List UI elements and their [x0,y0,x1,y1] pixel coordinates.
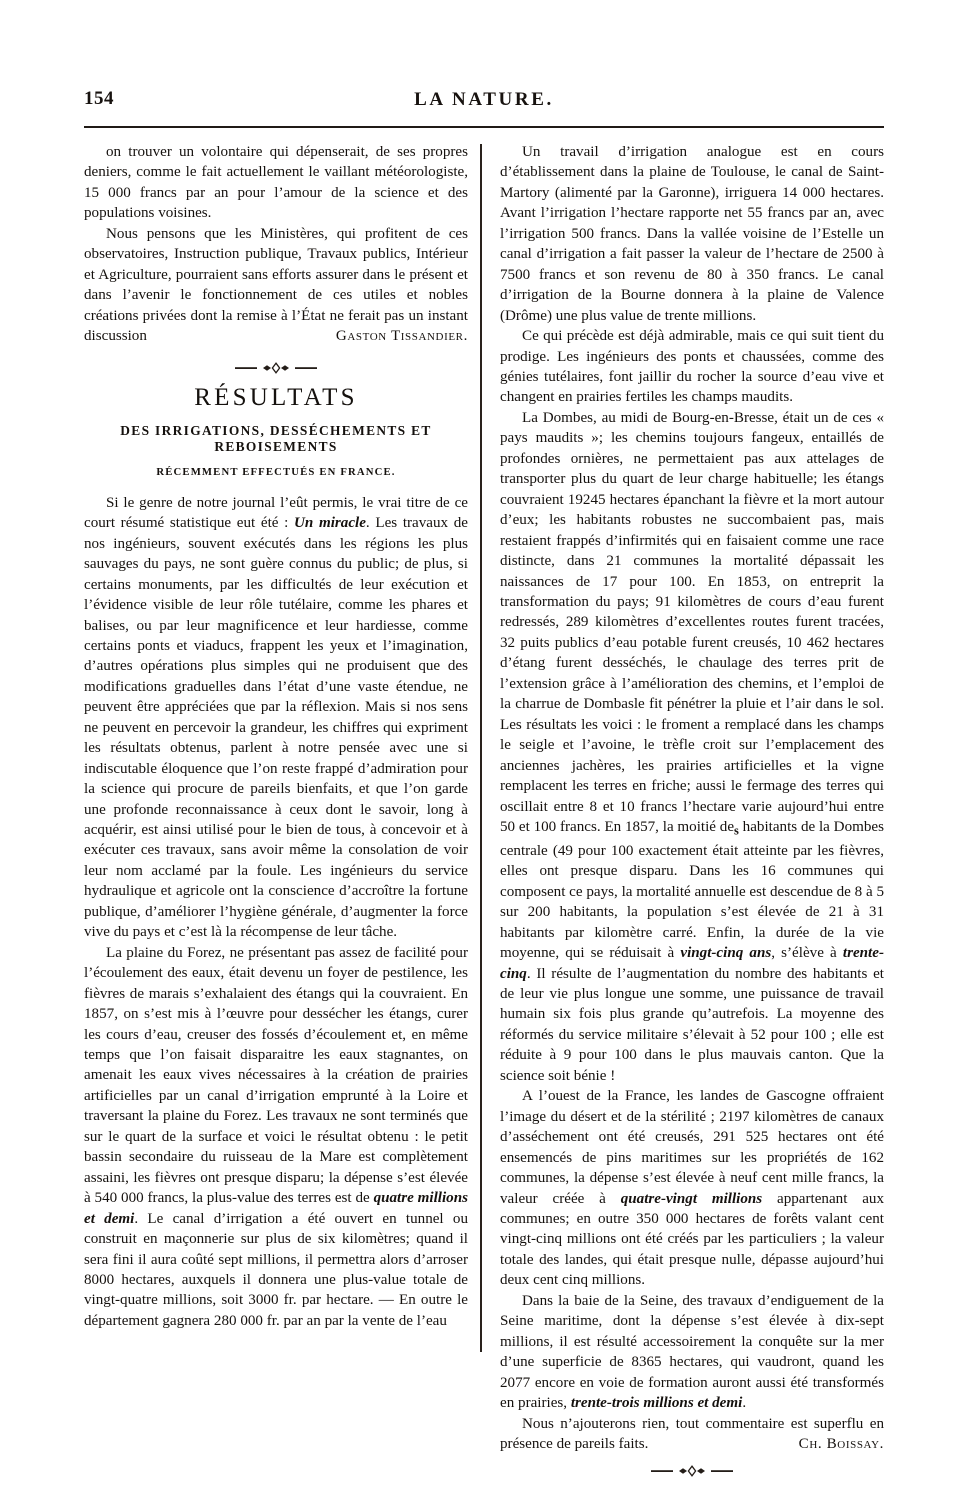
running-head [84,88,884,116]
paragraph: on trouver un volontaire qui dépenserait, de ses propres deniers, comme le fait actuellement le vaillant météorologiste, 15 000 francs par an pour l’amour de la science et des populations voisines. [84,144,468,222]
end-of-article-ornament [500,1463,884,1477]
page-folio: 154 [84,88,114,109]
article-heading [84,385,468,479]
stray-letter-artifact: s [734,823,739,838]
column-divider-rule [480,144,482,1352]
paragraph-text: La plaine du Forez, ne présentant pas assez de facilité pour l’écoulement des eaux, était devenu un foyer de pestilence, les fièvres de marais s’exhalaient des étangs qui la couvraient. En 1857, on s’est mis à l’œuvre pour dessécher les étangs, curer les cours d’eau, creuser des fossés d’écoulement et, en même temps que l’on faisait disparaitre les eaux stagnantes, on amenait les eaux vives nécessaires à la création de prairies artificielles par un canal d’irrigation emprunté à la Loire et traversant la plaine du Forez. Les travaux ne sont terminés que sur le quart de la surface et voici le résultat obtenu : le petit bassin secondaire du ruisseau de la Mare est complètement assaini, les fièvres ont presque disparu; la dépense s’est élevée à 540 000 francs, la plus-value des terres est de [84,944,468,1207]
paragraph [500,1414,884,1455]
emphasis-trente-cinq: trente-cinq [500,945,884,982]
article-signature-boissay: Ch. Boissay. [798,1436,884,1452]
paragraph-text: habitants de la Dombes centrale (49 pour 100 exactement était atteinte par les fièvres, elles ont presque disparu. Dans les 16 communes qui composent ce pays, la mortalité annuelle est descendue de 8 à 5 sur 200 habitants, la population s’est élevée de 21 à 31 habitants par kilomètre carré. Enfin, la durée de la vie moyenne, qui se réduisait à [500,818,884,962]
left-column [84,142,468,1331]
paragraph: Ce qui précède est déjà admirable, mais ce qui suit tient du prodige. Les ingénieurs des ponts et chaussées, comme des génies tutélaires, font jaillir du rocher la source d’eau vive et changent en prairies fertiles les champs maudits. [500,328,884,406]
journal-title: LA NATURE. [414,89,554,110]
article-subtitle-primary: DES IRRIGATIONS, DESSÉCHEMENTS ET REBOISEMENTS [120,422,432,454]
paragraph-text: Nous pensons que les Ministères, qui profitent de ces observatoires, Instruction publique, Travaux publics, Intérieur et Agriculture, pourraient sans efforts assurer dans le présent et dans l’avenir le fonctionnement de ces utiles et nobles créations privées dont la remise à l’État ne ferait pas un instant discussion [84,225,468,345]
paragraph [84,943,468,1332]
article-title: RÉSULTATS [194,383,358,411]
paragraph-text: . [742,1395,747,1412]
emphasis-un-miracle: Un miracle [294,515,366,532]
paragraph-text: . Il résulte de l’augmentation du nombre des habitants et de leur vie plus longue une somme, une puissance de travail humain six fois plus grande qu’autrefois. La moyenne des réformés du service militaire s’élevait à 52 pour 100 ; elle est réduite à 9 pour 100 dans le plus mauvais canton. Que la science soit bénie ! [500,965,884,1084]
emphasis-trente-trois-millions: trente-trois millions et demi [570,1395,743,1412]
paragraph [500,1291,884,1414]
header-rule [84,126,884,128]
emphasis-quatre-millions: quatre millions et demi [84,1190,468,1227]
paragraph-text: . Le canal d’irrigation a été ouvert en tunnel ou construit en maçonnerie sur plus de six kilomètres; quand il sera fini il aura coûté sept millions, il permettra alors d’arroser 8000 hectares, auxquels il donnera une plus-value totale de vingt-quatre millions, soit 3000 fr. par hectare. — En outre le département gagnera 280 000 fr. par an par la vente de l’eau [84,1210,468,1329]
emphasis-quatre-vingt-millions: quatre-vingt millions [620,1190,763,1207]
section-ornament [84,361,468,375]
paragraph [500,408,884,1086]
paragraph: Un travail d’irrigation analogue est en cours d’établissement dans la plaine de Toulouse, le canal de Saint-Martory (alimenté par la Garonne), irriguera 14 000 hectares. Avant l’irrigation l’hectare rapporte net 55 francs par an, avec l’irrigation 500 francs. Dans la vallée voisine de l’Estelle un canal d’irrigation a fait passer la valeur de l’hectare de 2500 à 7500 francs et son revenu de 80 à 350 francs. Le canal d’irrigation de la Bourne donnera à la plaine de Valence (Drôme) une plus value de trente millions. [500,144,884,324]
paragraph [500,1086,884,1291]
paragraph-text: Si le genre de notre journal l’eût permis, le vrai titre de ce court résumé statistique eut été : [84,494,468,532]
paragraph-text: Nous n’ajouterons rien, tout commentaire est superflu en présence de pareils faits. [500,1415,884,1452]
right-column [500,142,884,1487]
paragraph-text: La Dombes, au midi de Bourg-en-Bresse, était un de ces « pays maudits »; les chemins toujours fangeux, entaillés de profondes ornières, ne permettaient pas aux attelages de transporter plus du quart de leur charge habituelle; les étangs couvraient 19245 hectares épanchant la fièvre et la mort autour d’eux; les habitants robustes ne succombaient pas, mais restaient frappés d’infirmités qui en faisaient comme une race distincte, dans 21 communes la mortalité dépassait les naissances de 17 pour 100. En 1853, on entreprit la transformation du pays; 91 kilomètres de cours d’eau furent redressés, 289 kilomètres d’excellentes routes furent tracées, 32 puits publics d’eau potable furent creusés, 10 462 hectares d’étang furent desséchés, le chaulage des terres prit de l’extension grâce à l’amélioration des chemins, et l’emploi de la charrue de Dombasle fit pénétrer la pluie et l’air dans le sol. Les résultats les voici : le froment a remplacé dans les champs le seigle et l’avoine, le trèfle croit sur l’emplacement des anciennes jachères, les prairies artificielles et la vigne remplacent les terres en friche; aussi le fermage des terres qui oscillait entre 8 et 10 francs l’hectare varie aujourd’hui entre 50 et 100 francs. En 1857, la moitié de [500,409,884,835]
paragraph-text: . Les travaux de nos ingénieurs, souvent exécutés dans les régions les plus sauvages du pays, ne sont guère connus du public; de plus, si certains monuments, par les difficultés de leur exécution et l’évidence visible de leur rôle tutélaire, comme les phares et balises, ou par leur magnificence et leur hardiesse, comme certains ponts et viaducs, frappent les yeux et l’imagination, d’autres opérations plus simples qui ne produisent que des modifications graduelles dans l’état d’une vaste étendue, ne peuvent être appréciées que par la réflexion. Mais si nos sens ne peuvent en percevoir la grandeur, les chiffres qui expriment les résultats obtenus, parlent à notre pensée avec une si indiscutable éloquence que l’on reste frappé d’admiration pour la science qui procure de pareils bienfaits, et que l’on garde une profonde reconnaissance à ceux dont le savoir, long à acquérir, est ainsi utilisé pour le bien de tous, à concevoir et à exécuter ces travaux, sans avoir même la consolation de voir leur nom acclamé par la foule. Les ingénieurs du service hydraulique et agricole ont la conscience d’accroître la fortune publique, d’améliorer l’hygiène générale, d’augmenter la force vive du pays et c’est là la récompense de leur tâche. [84,515,468,941]
text-columns [84,142,884,1452]
paragraph [84,493,468,943]
article-signature-tissandier: Gaston Tissandier. [335,328,468,345]
paragraph-text: appartenant aux communes; en outre 350 000 hectares de forêts valant cent vingt-cinq millions ont été créés par les particuliers ; la valeur totale des landes, qui était presque nulle, dépasse aujourd’hui deux cent cinq millions. [500,1190,884,1289]
article-subtitle-secondary: RÉCEMMENT EFFECTUÉS EN FRANCE. [156,465,396,478]
paragraph [84,224,468,347]
paragraph-text: Dans la baie de la Seine, des travaux d’endiguement de la Seine maritime, dont la dépense s’est élevée à dix-sept millions, il est résulté accessoirement la conquête sur la mer d’une superficie de 8365 hectares, qui vaudront, quand les 2077 encore en voie de formation auront aussi été transformés en prairies, [500,1292,884,1412]
paragraph-text: , s’élève à [771,945,843,962]
paragraph-text: A l’ouest de la France, les landes de Gascogne offraient l’image du désert et de la stérilité ; 2197 kilomètres de canaux d’asséchement ont été creusés, 291 525 hectares ont été ensemencés de pins maritimes sur les propriétés de 162 communes, la dépense s’est élevée à neuf cent mille francs, la valeur créée à [500,1088,884,1207]
emphasis-vingt-cinq-ans: vingt-cinq ans [680,945,772,962]
